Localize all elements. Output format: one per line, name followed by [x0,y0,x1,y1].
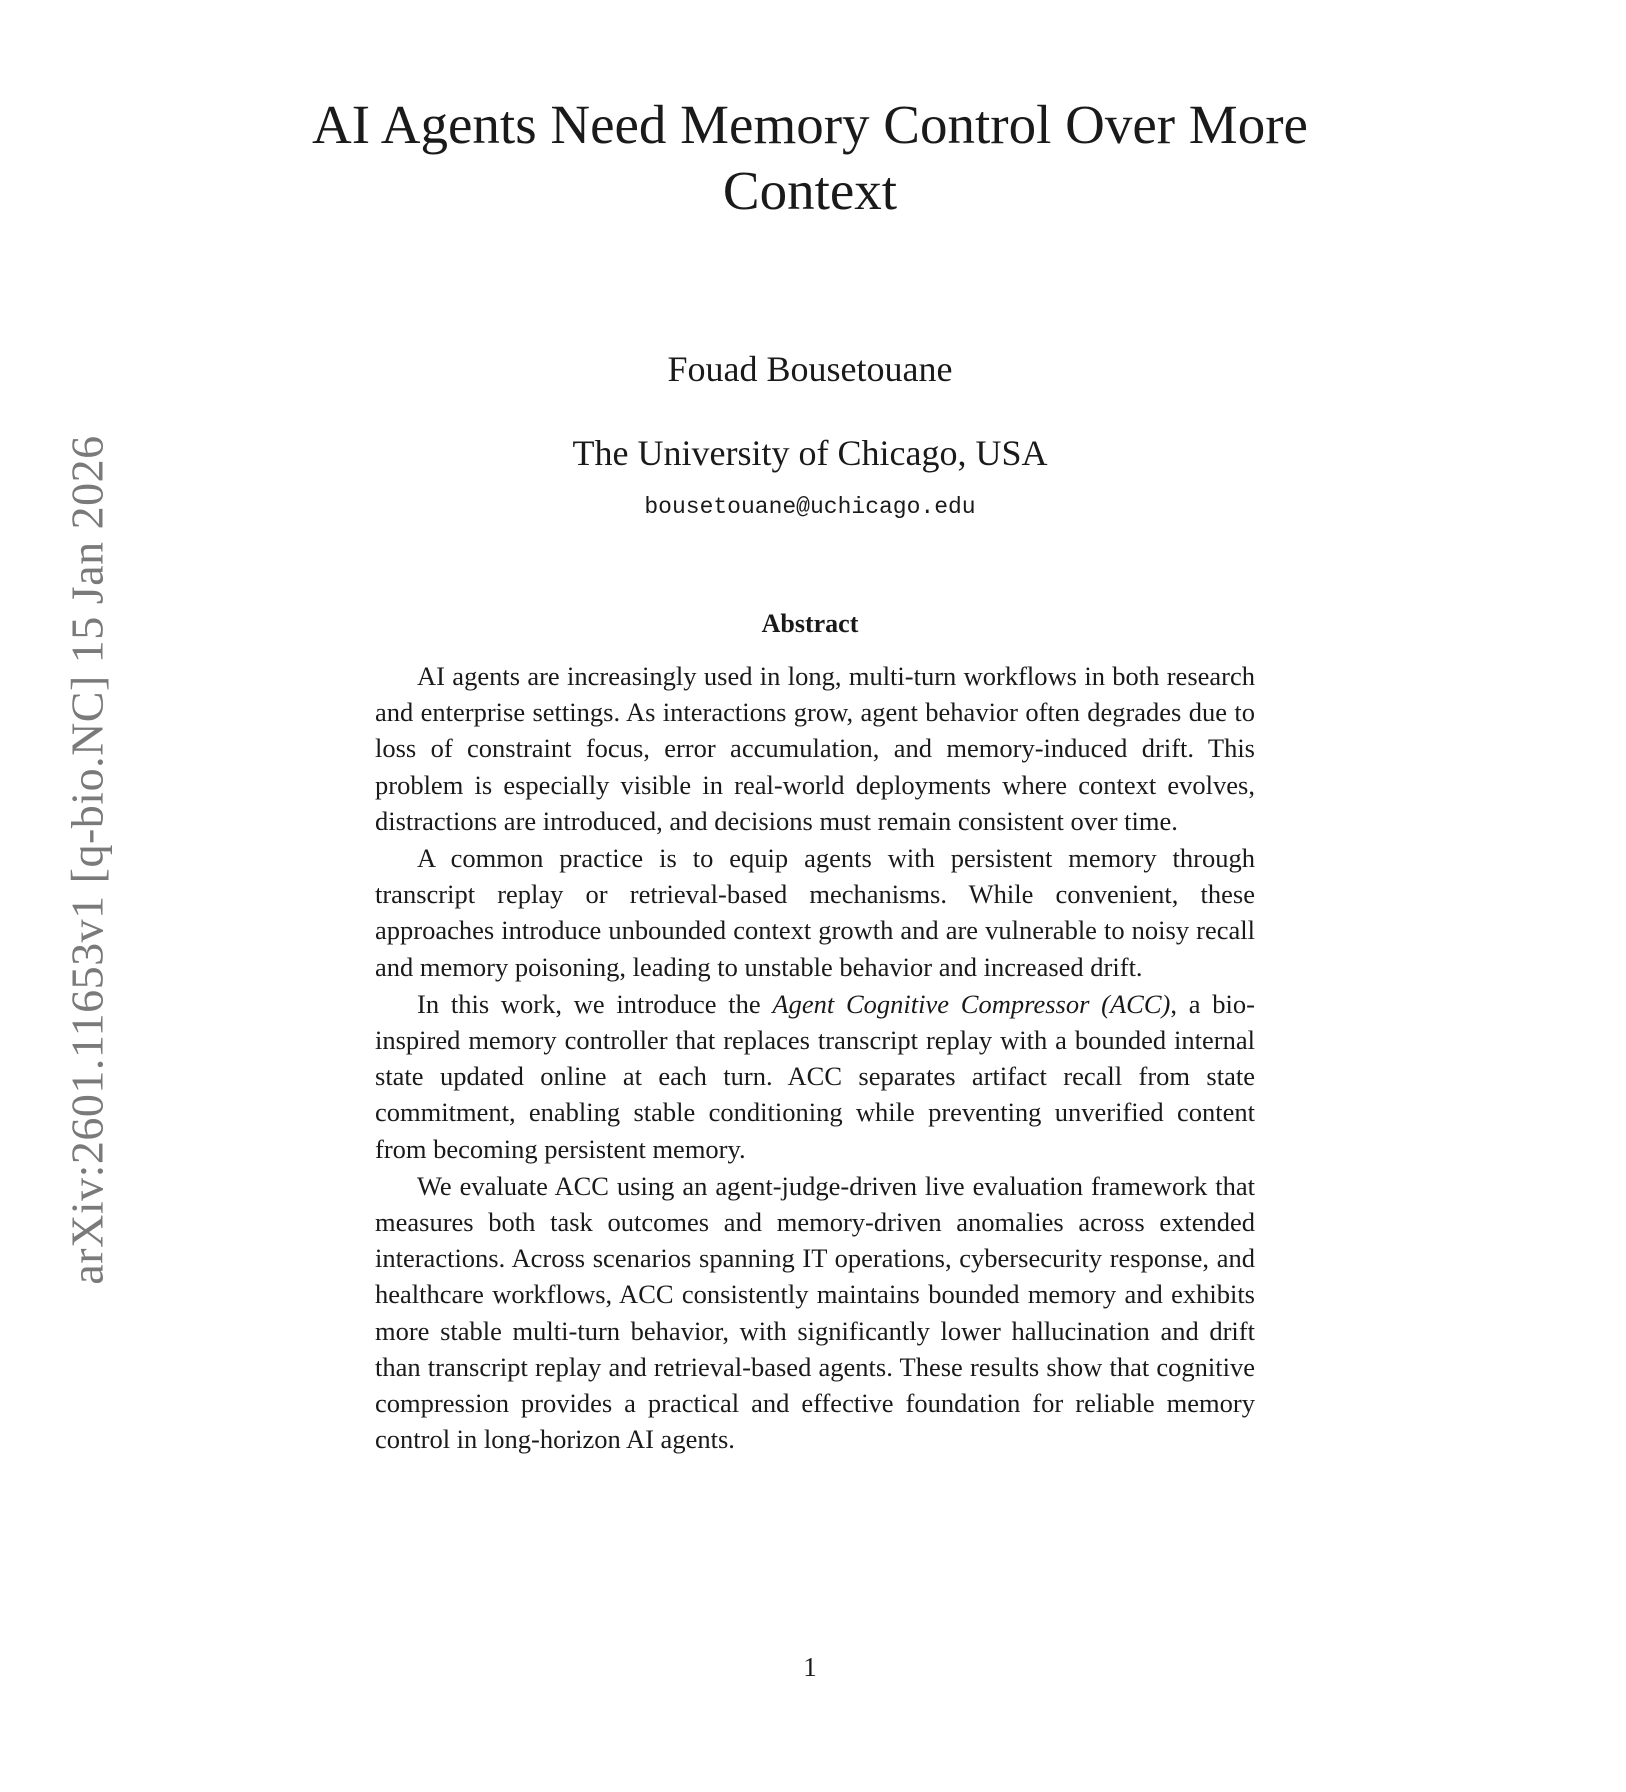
abstract-paragraph-3-rest: , a bio-inspired memory controller that replaces transcript replay with a bounded internal state updated online at each turn. ACC separates artifact recall from state commitment, enabling stable conditioning while preventing unverified content from becoming persistent memory. [375,988,1255,1164]
abstract-body [375,658,1255,1458]
abstract-heading: Abstract [761,609,859,638]
page-number: 1 [803,1652,817,1682]
author-email[interactable]: bousetouane@uchicago.edu [644,494,976,520]
abstract-paragraph-1: AI agents are increasingly used in long, multi-turn workflows in both research and enterprise settings. As interactions grow, agent behavior often degrades due to loss of constraint focus, error accumulation, and memory-induced drift. This problem is especially visible in real-world deployments where context evolves, distractions are introduced, and decisions must remain consistent over time. [375,661,1255,836]
author-name: Fouad Bousetouane [667,349,953,389]
abstract-paragraph-3 [375,986,1255,1167]
author-affiliation: The University of Chicago, USA [572,433,1048,473]
abstract-paragraph-2: A common practice is to equip agents with persistent memory through transcript replay or retrieval-based mechanisms. While convenient, these approaches introduce unbounded context growth and are vulnerable to noisy recall and memory poisoning, leading to unstable behavior and increased drift. [375,843,1255,982]
paper-title: AI Agents Need Memory Control Over More Context [312,94,1308,221]
abstract-paragraph-4: We evaluate ACC using an agent-judge-driven live evaluation framework that measures both task outcomes and memory-driven anomalies across extended interactions. Across scenarios spanning IT operations, cybersecurity response, and healthcare workflows, ACC consistently maintains bounded memory and exhibits more stable multi-turn behavior, with significantly lower hallucination and drift than transcript replay and retrieval-based agents. These results show that cognitive compression provides a practical and effective foundation for reliable memory control in long-horizon AI agents. [375,1170,1255,1455]
acc-term: Agent Cognitive Compressor (ACC) [772,988,1171,1019]
abstract-paragraph-3-intro: In this work, we introduce the [417,988,773,1019]
arxiv-identifier[interactable]: arXiv:2601.11653v1 [q-bio.NC] 15 Jan 2026 [61,435,113,1285]
